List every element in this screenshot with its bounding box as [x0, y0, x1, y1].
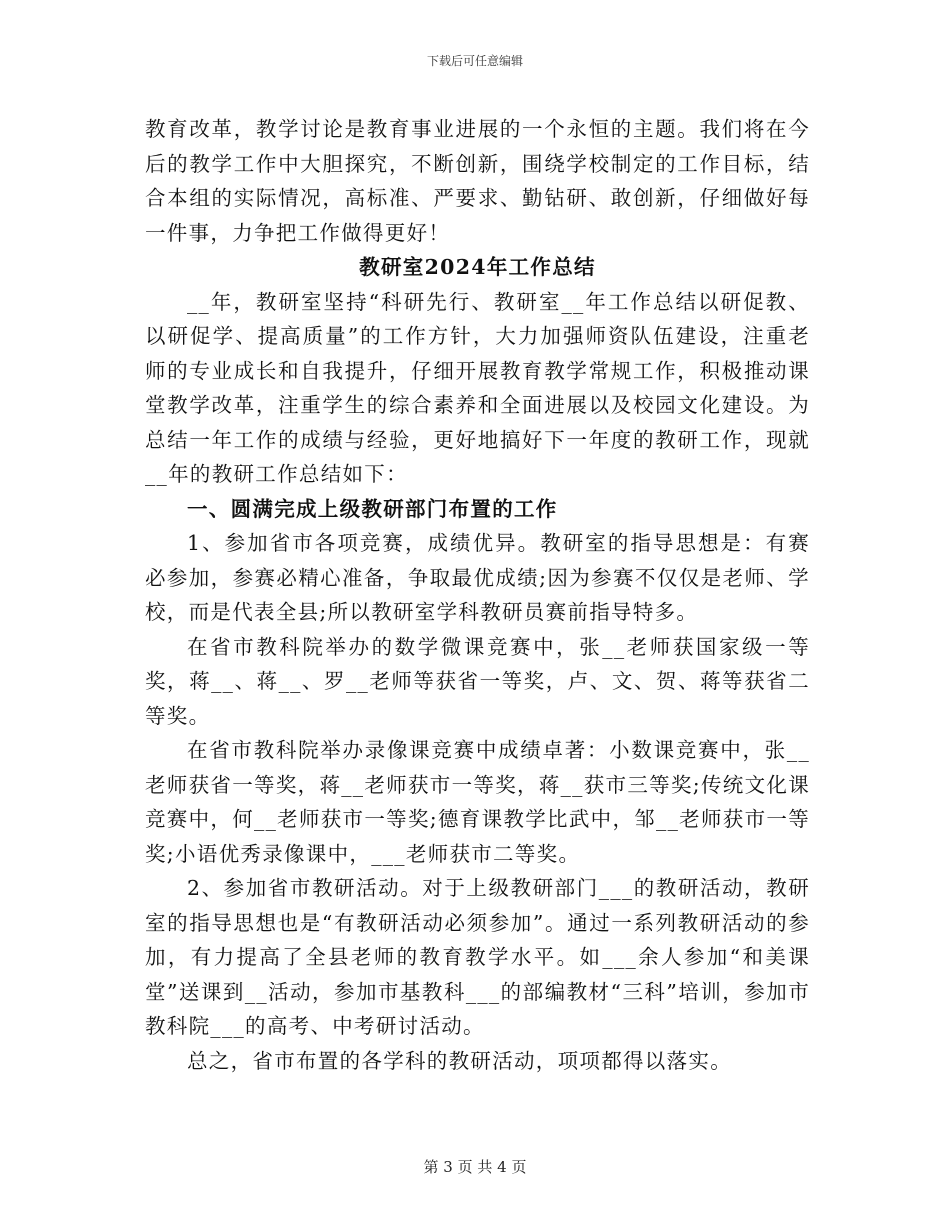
section-heading-1: 一、圆满完成上级教研部门布置的工作 — [187, 496, 558, 521]
paragraph-research-activities: 2、参加省市教研活动。对于上级教研部门___的教研活动，教研室的指导思想也是“有教研活动必须参加”。通过一系列教研活动的参加，有力提高了全县老师的教育教学水平。如___余人参加“和美课堂”送课到__活动，参加市基教科___的部编教材“三科”培训，参加市教科院___的高考、中考研讨活动。 — [145, 876, 810, 1038]
document-body — [145, 112, 810, 1078]
paragraph-competitions: 1、参加省市各项竞赛，成绩优异。教研室的指导思想是：有赛必参加，参赛必精心准备，争取最优成绩;因为参赛不仅仅是老师、学校，而是代表全县;所以教研室学科教研员赛前指导特多。 — [145, 531, 810, 624]
page-footer: 第 3 页 共 4 页 — [423, 1158, 527, 1176]
page-header: 下载后可任意编辑 — [426, 54, 523, 68]
paragraph-summary: 总之，省市布置的各学科的教研活动，项项都得以落实。 — [187, 1048, 732, 1073]
paragraph-overview: __年，教研室坚持“科研先行、教研室__年工作总结以研促教、以研促学、提高质量”的工作方针，大力加强师资队伍建设，注重老师的专业成长和自我提升，仔细开展教育教学常规工作，积极推动课堂教学改革，注重学生的综合素养和全面进展以及校园文化建设。为总结一年工作的成绩与经验，更好地搞好下一年度的教研工作，现就__年的教研工作总结如下： — [145, 289, 810, 486]
paragraph-video-lesson-awards: 在省市教科院举办录像课竞赛中成绩卓著：小数课竞赛中，张__老师获省一等奖，蒋__老师获市一等奖，蒋__获市三等奖;传统文化课竞赛中，何__老师获市一等奖;德育课教学比武中，邹__老师获市一等奖;小语优秀录像课中，___老师获市二等奖。 — [145, 738, 810, 866]
paragraph-micro-lesson-awards: 在省市教科院举办的数学微课竞赛中，张__老师获国家级一等奖，蒋__、蒋__、罗__老师等获省一等奖，卢、文、贺、蒋等获省二等奖。 — [145, 634, 810, 728]
paragraph-intro-continuation: 教育改革，教学讨论是教育事业进展的一个永恒的主题。我们将在今后的教学工作中大胆探究，不断创新，围绕学校制定的工作目标，结合本组的实际情况，高标准、严要求、勤钻研、敢创新，仔细做好每一件事，力争把工作做得更好！ — [145, 117, 810, 245]
document-title: 教研室2024年工作总结 — [359, 255, 596, 279]
